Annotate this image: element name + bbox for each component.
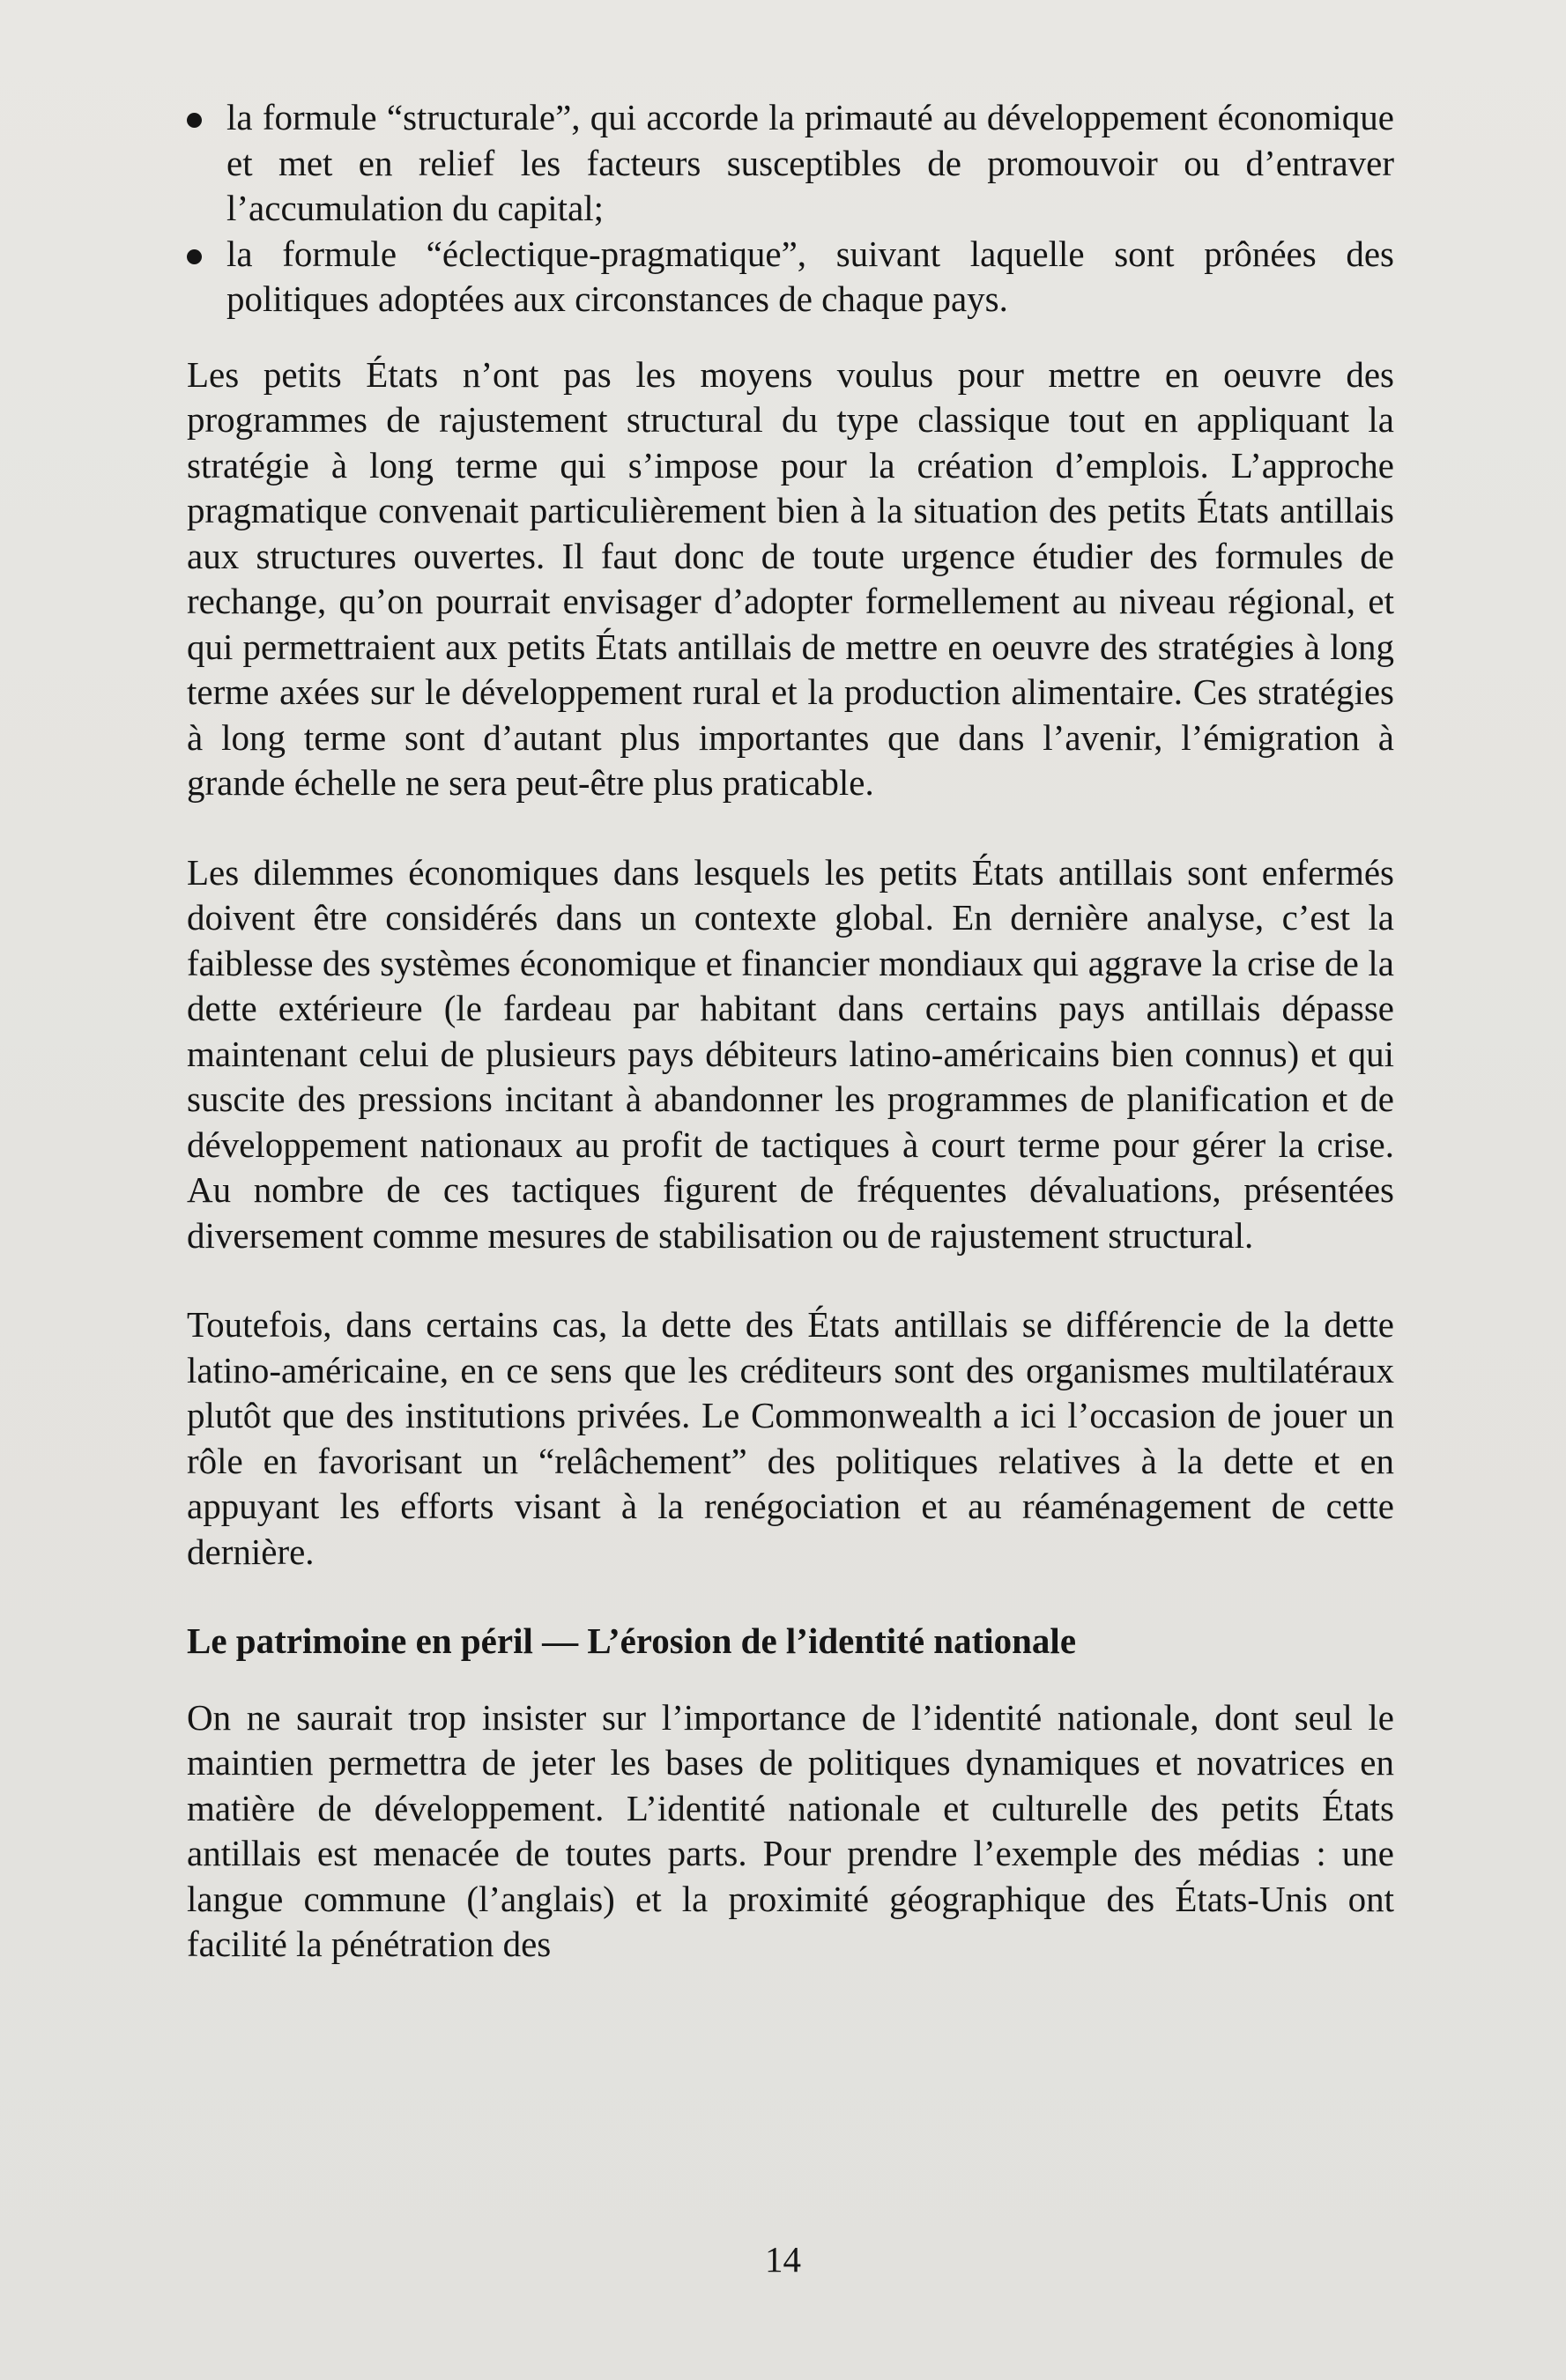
bullet-item-structural bbox=[187, 95, 1394, 232]
bullet-icon bbox=[187, 249, 202, 264]
page-number: 14 bbox=[765, 2239, 801, 2280]
paragraph-national-identity: On ne saurait trop insister sur l’importance de l’identité nationale, dont seul le maintien permettra de jeter les bases de politiques dynamiques et novatrices en matière de développement. L’identité nationale et culturelle des petits États antillais est menacée de toutes parts. Pour prendre l’exemple des médias : une langue commune (l’anglais) et la proximité géographique des États-Unis ont facilité la pénétration des bbox=[187, 1696, 1394, 1964]
bullet-text: la formule “structurale”, qui accorde la primauté au développement économique et met en relief les facteurs susceptibles de promouvoir ou d’entraver l’accumulation du capital; bbox=[226, 97, 1394, 228]
bullet-item-eclectic bbox=[187, 232, 1394, 323]
paragraph-economic-dilemmas: Les dilemmes économiques dans lesquels les petits États antillais sont enfermés doivent être considérés dans un contexte global. En dernière analyse, c’est la faiblesse des systèmes économique et financier mondiaux qui aggrave la crise de la dette extérieure (le fardeau par habitant dans certains pays antillais dépasse maintenant celui de plusieurs pays débiteurs latino-américains bien connus) et qui suscite des pressions incitant à abandonner les programmes de planification et de développement nationaux au profit de tactiques à court terme pour gérer la crise. Au nombre de ces tactiques figurent de fréquentes dévaluations, présentées diversement comme mesures de stabilisation ou de rajustement structural. bbox=[187, 851, 1394, 1256]
paragraph-debt: Toutefois, dans certains cas, la dette des États antillais se différencie de la dette latino-américaine, en ce sens que les créditeurs sont des organismes multilatéraux plutôt que des institutions privées. Le Commonwealth a ici l’occasion de jouer un rôle en favorisant un “relâchement” des politiques relatives à la dette et en appuyant les efforts visant à la renégociation et au réaménagement de cette dernière. bbox=[187, 1304, 1394, 1572]
bullet-text: la formule “éclectique-pragmatique”, suivant laquelle sont prônées des politiques adoptées aux circonstances de chaque pays. bbox=[226, 233, 1394, 319]
paragraph-small-states: Les petits États n’ont pas les moyens voulus pour mettre en oeuvre des programmes de rajustement structural du type classique tout en appliquant la stratégie à long terme qui s’impose pour la création d’emplois. L’approche pragmatique convenait particulièrement bien à la situation des petits États antillais aux structures ouvertes. Il faut donc de toute urgence étudier des formules de rechange, qu’on pourrait envisager d’adopter formellement au niveau régional, et qui permettraient aux petits États antillais de mettre en oeuvre des stratégies à long terme axées sur le développement rural et la production alimentaire. Ces stratégies à long terme sont d’autant plus importantes que dans l’avenir, l’émigration à grande échelle ne sera peut-être plus praticable. bbox=[187, 353, 1394, 803]
page-body bbox=[187, 95, 1394, 2012]
section-heading: Le patrimoine en péril — L’érosion de l’identité nationale bbox=[187, 1620, 1077, 1661]
bullet-list bbox=[187, 95, 1394, 323]
bullet-icon bbox=[187, 113, 202, 128]
